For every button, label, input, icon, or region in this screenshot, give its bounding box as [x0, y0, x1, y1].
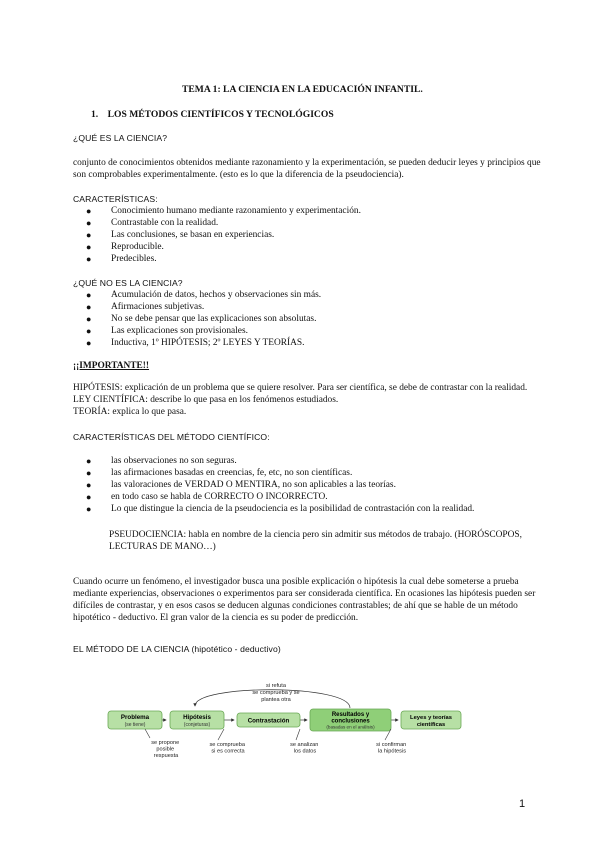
confirm-label: si confirman la hipótesis [376, 742, 407, 755]
law-definition: LEY CIENTÍFICA: describe lo que pasa en los fenómenos estudiados. [73, 395, 339, 405]
list-item: ● las afirmaciones basadas en creencias, fe, etc, no son científicas. [86, 468, 353, 478]
svg-text:Leyes y teorías: Leyes y teorías [410, 715, 452, 721]
svg-text:conclusiones: conclusiones [331, 718, 370, 725]
svg-text:Contrastación: Contrastación [247, 717, 290, 725]
method-diagram-heading: EL MÉTODO DE LA CIENCIA (hipotético - deductivo) [73, 644, 281, 654]
method-paragraph-3: difíciles de contrastar, y en esos casos se deducen algunas condiciones contrastables; de ahí que se hable de un método [73, 601, 518, 611]
results-box [310, 709, 391, 731]
method-characteristics-heading: CARACTERÍSTICAS DEL MÉTODO CIENTÍFICO: [73, 432, 270, 442]
svg-text:Problema: Problema [120, 714, 150, 721]
pseudoscience-text-2: LECTURAS DE MANO…) [109, 542, 216, 552]
section-title: LOS MÉTODOS CIENTÍFICOS Y TECNOLÓGICOS [107, 109, 334, 120]
svg-text:Hipótesis: Hipótesis [183, 714, 211, 721]
document-title: TEMA 1: LA CIENCIA EN LA EDUCACIÓN INFANTIL. [182, 84, 423, 95]
not-science-heading: ¿QUÉ NO ES LA CIENCIA? [73, 278, 183, 288]
svg-text:(basadas en el análisis): (basadas en el análisis) [326, 724, 375, 730]
page-number: 1 [519, 798, 526, 810]
hypothesis-box [170, 711, 224, 729]
scientific-method-diagram [100, 678, 490, 770]
list-item: ● Acumulación de datos, hechos y observaciones sin más. [86, 290, 322, 300]
method-characteristics-list [86, 455, 474, 515]
section-number: 1. [91, 109, 99, 120]
svg-text:científicas: científicas [416, 722, 446, 728]
pseudoscience-text-1: PSEUDOCIENCIA: habla en nombre de la ciencia pero sin admitir sus métodos de trabajo. (HORÓSCOPOS, [109, 530, 522, 540]
important-heading: ¡¡IMPORTANTE!! [73, 361, 150, 371]
characteristics-list [86, 205, 361, 265]
hypothesis-definition: HIPÓTESIS: explicación de un problema que se quiere resolver. Para ser científica, se debe de contrastar con la realidad. [73, 383, 528, 393]
what-is-science-text-1: conjunto de conocimientos obtenidos mediante razonamiento y la experimentación, se pueden deducir leyes y principios que [73, 158, 541, 168]
list-item: ● en todo caso se habla de CORRECTO O INCORRECTO. [86, 492, 328, 502]
list-item: ● Conocimiento humano mediante razonamiento y experimentación. [86, 206, 361, 216]
method-paragraph-2: mediante experiencias, observaciones o experimentos para ser considerada científica. En ocasiones las hipótesis pueden ser [73, 589, 536, 599]
method-paragraph-1: Cuando ocurre un fenómeno, el investigador busca una posible explicación o hipótesis la cual debe someterse a prueba [73, 577, 519, 587]
section-heading [91, 109, 334, 120]
list-item: ● Contrastable con la realidad. [86, 218, 219, 228]
svg-text:(se tiene): (se tiene) [124, 722, 146, 728]
list-item: ● Afirmaciones subjetivas. [86, 302, 205, 312]
compare-label: se comprueba si es correcta [209, 742, 245, 755]
characteristics-heading: CARACTERÍSTICAS: [73, 194, 158, 204]
connector-propose [145, 729, 150, 738]
contrast-box [237, 713, 300, 727]
list-item: ● Lo que distingue la ciencia de la pseudociencia es la posibilidad de contrastación con la realidad. [86, 504, 475, 514]
problem-box [108, 711, 162, 729]
list-item: ● Reproducible. [86, 242, 164, 252]
svg-text:Resultados y: Resultados y [331, 712, 370, 718]
not-science-list [86, 289, 321, 349]
top-label-1: si refuta [266, 683, 286, 689]
what-is-science-text-2: son comprobables experimentalmente. (esto es lo que la diferencia de la pseudociencia). [73, 170, 404, 180]
list-item: ● Las conclusiones, se basan en experiencias. [86, 230, 275, 240]
laws-box [401, 711, 461, 729]
list-item: ● Inductiva, 1º HIPÓTESIS; 2º LEYES Y TEORÍAS. [86, 338, 305, 348]
list-item: ● las observaciones no son seguras. [86, 456, 237, 466]
propose-label: se propone posible respuesta [151, 740, 180, 759]
what-is-science-heading: ¿QUÉ ES LA CIENCIA? [73, 133, 168, 143]
svg-text:(conjeturas): (conjeturas) [183, 722, 211, 728]
list-item: ● las valoraciones de VERDAD O MENTIRA, no son aplicables a las teorías. [86, 480, 396, 490]
theory-definition: TEORÍA: explica lo que pasa. [73, 407, 187, 417]
top-label-3: plantea otra [261, 697, 291, 703]
top-label-2: se comprueba y se [252, 690, 300, 696]
connector-analyze [296, 729, 300, 740]
analyze-label: se analizan los datos [290, 742, 319, 755]
connector-compare [218, 729, 224, 740]
method-paragraph-4: hipotético - deductivo. El gran valor de la ciencia es su poder de predicción. [73, 613, 359, 623]
list-item: ● Predecibles. [86, 254, 157, 264]
list-item: ● No se debe pensar que las explicaciones son absolutas. [86, 314, 317, 324]
list-item: ● Las explicaciones son provisionales. [86, 326, 248, 336]
